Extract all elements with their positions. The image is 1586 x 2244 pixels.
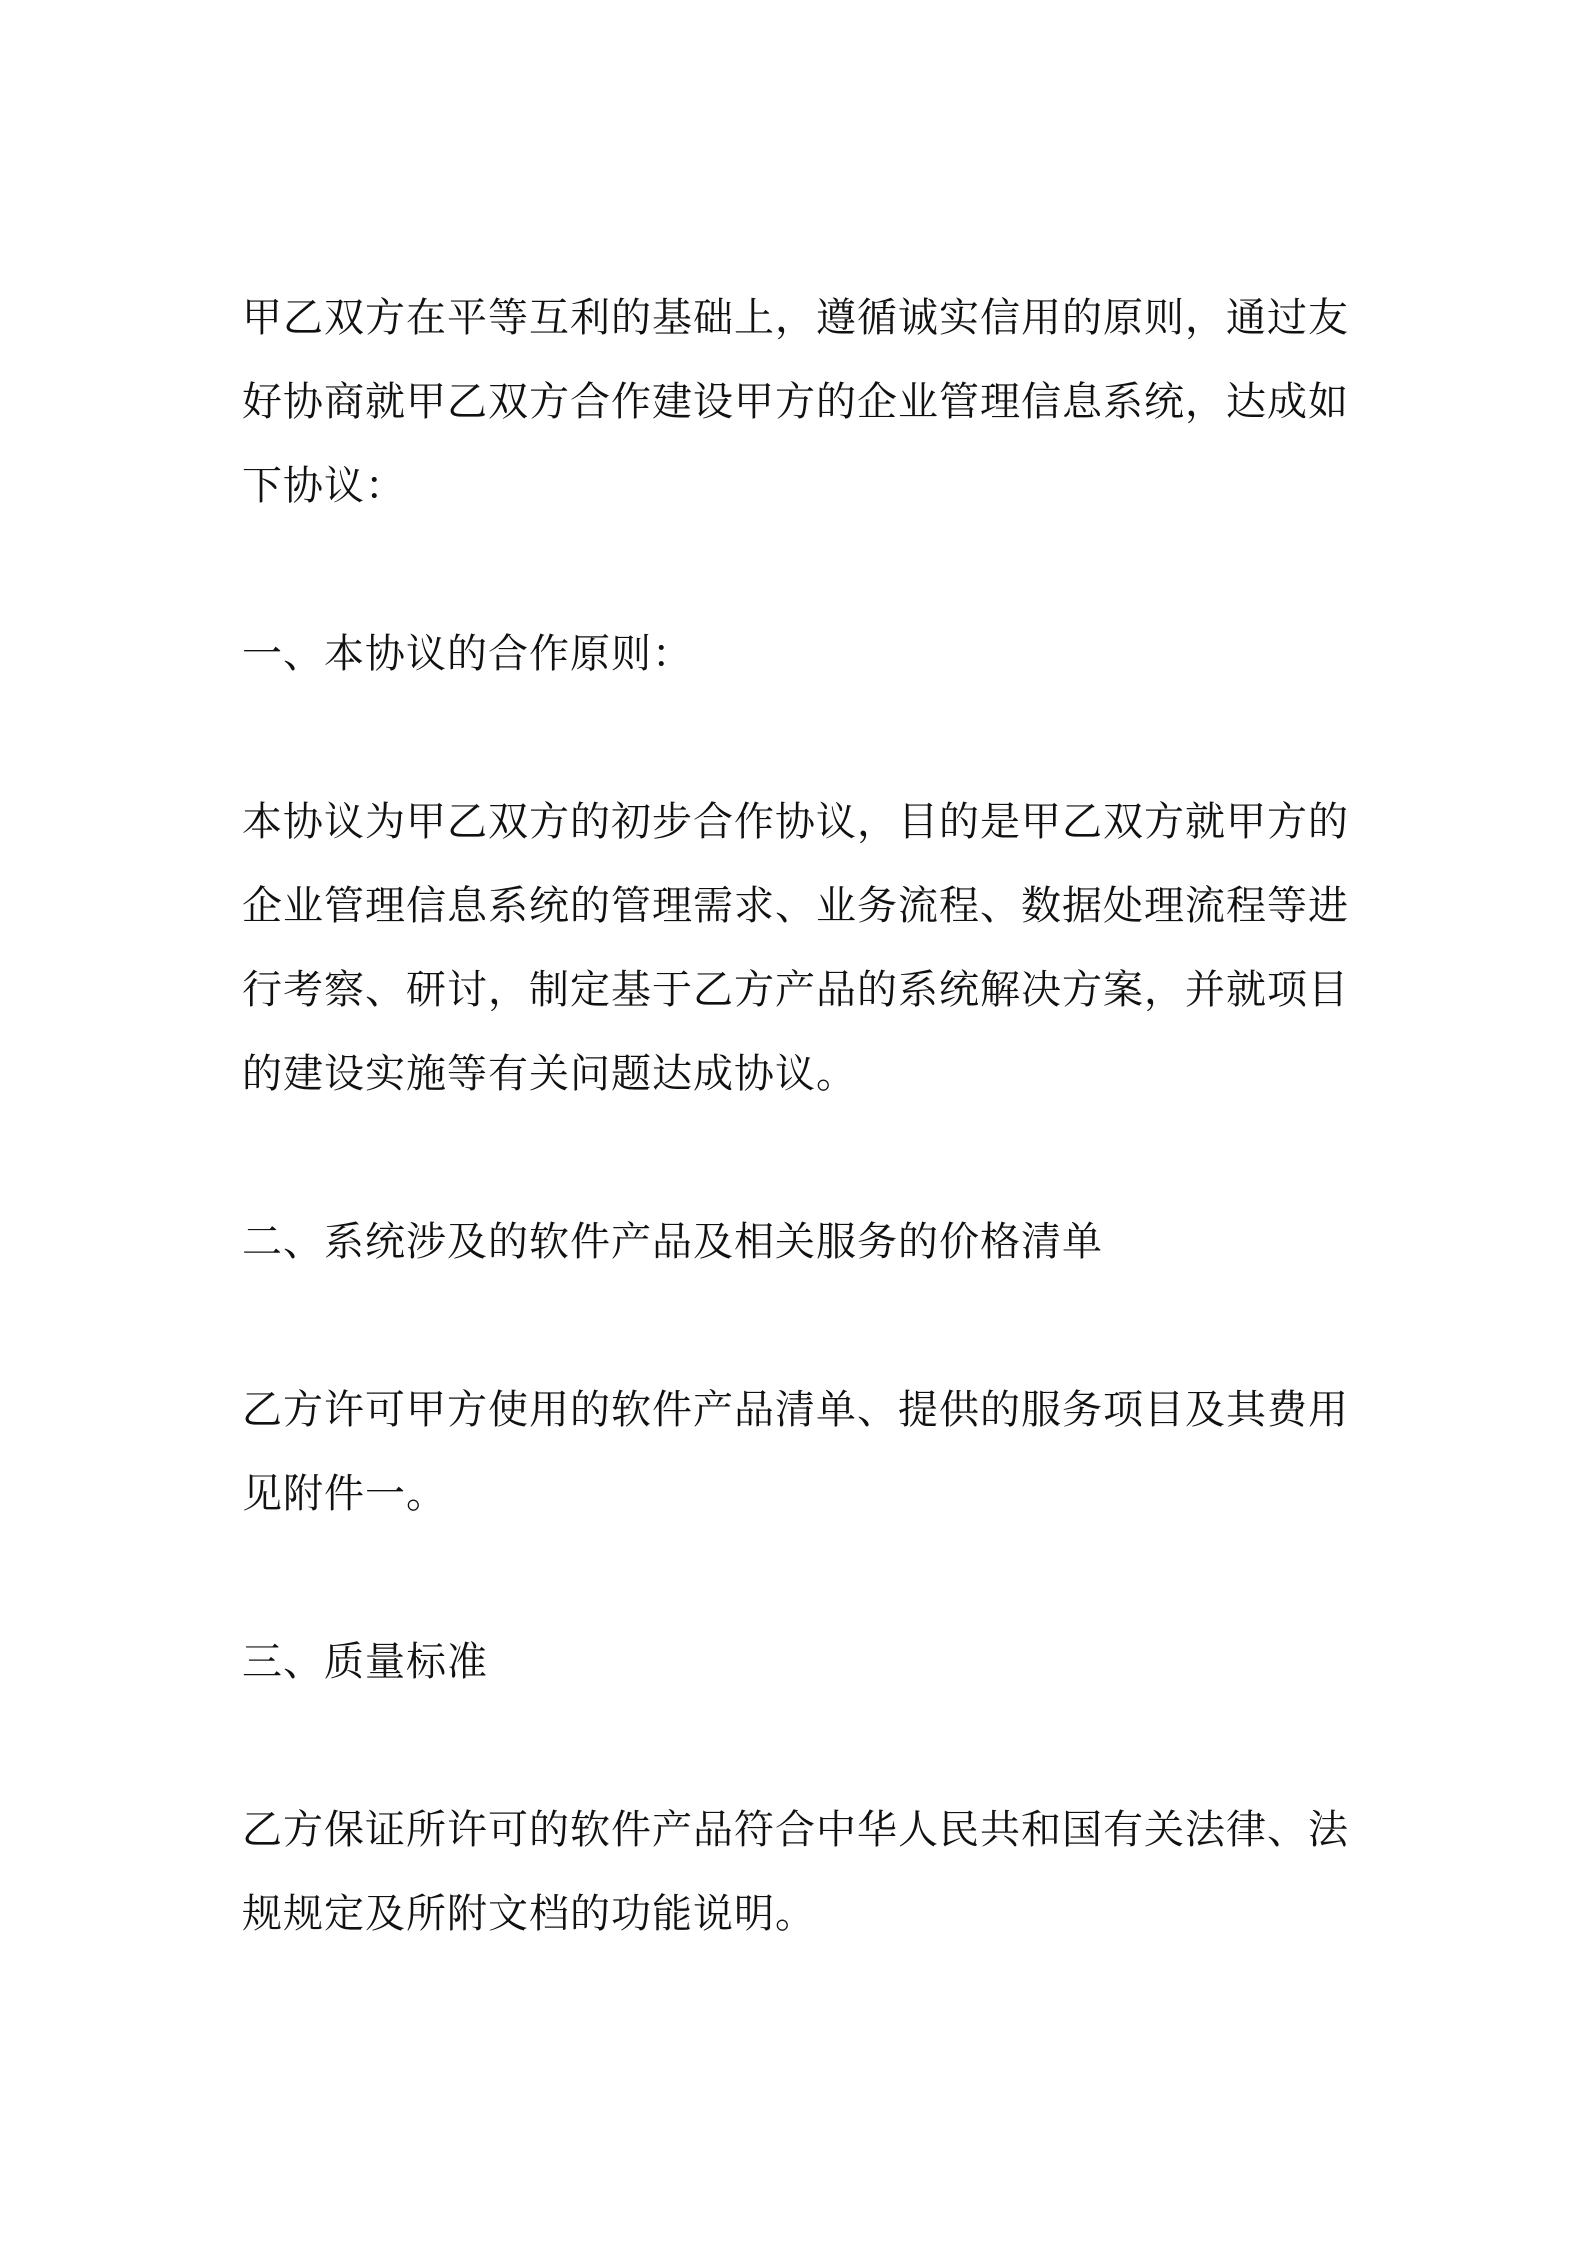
intro-paragraph: 甲乙双方在平等互利的基础上，遵循诚实信用的原则，通过友好协商就甲乙双方合作建设甲方的企业管理信息系统，达成如下协议： (242, 295, 1349, 509)
section-3-body: 乙方保证所许可的软件产品符合中华人民共和国有关法律、法规规定及所附文档的功能说明。 (242, 1807, 1349, 1937)
spacer (242, 1536, 1352, 1620)
spacer (242, 1704, 1352, 1788)
section-1-heading: 一、本协议的合作原则： (242, 631, 693, 677)
section-3-heading: 三、质量标准 (242, 1639, 488, 1685)
spacer (242, 1284, 1352, 1368)
document-body (242, 276, 1352, 1956)
spacer (242, 696, 1352, 780)
spacer (242, 1116, 1352, 1200)
section-1-body: 本协议为甲乙双方的初步合作协议，目的是甲乙双方就甲方的企业管理信息系统的管理需求、业务流程、数据处理流程等进行考察、研讨，制定基于乙方产品的系统解决方案，并就项目的建设实施等有关问题达成协议。 (242, 799, 1349, 1097)
section-2-heading: 二、系统涉及的软件产品及相关服务的价格清单 (242, 1219, 1103, 1265)
spacer (242, 528, 1352, 612)
section-2-body: 乙方许可甲方使用的软件产品清单、提供的服务项目及其费用见附件一。 (242, 1387, 1349, 1517)
